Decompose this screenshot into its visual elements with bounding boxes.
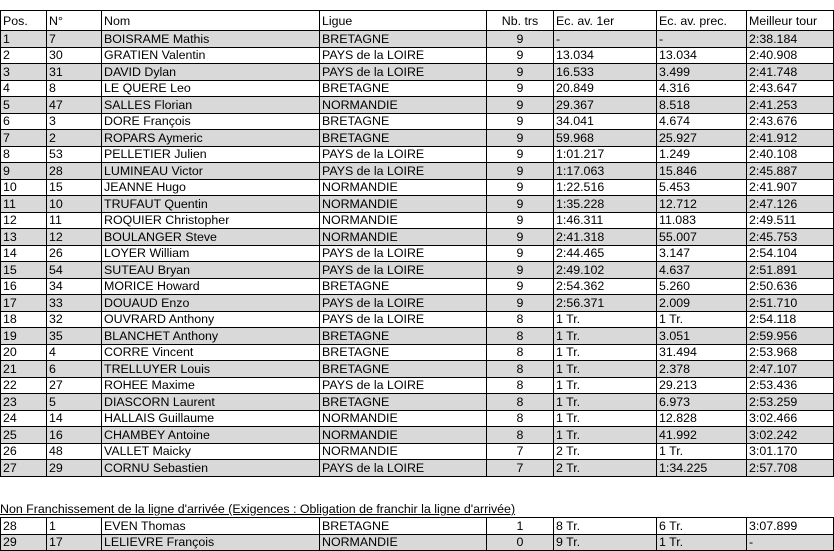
results-body bbox=[1, 31, 834, 477]
cell-laps: 9 bbox=[487, 163, 554, 180]
cell-best-lap: 3:01.170 bbox=[747, 443, 834, 460]
cell-number: 34 bbox=[47, 278, 102, 295]
cell-laps: 9 bbox=[487, 31, 554, 48]
non-finishers-table bbox=[0, 517, 834, 551]
cell-number: 26 bbox=[47, 245, 102, 262]
cell-best-lap: 3:07.899 bbox=[747, 518, 834, 535]
cell-pos: 28 bbox=[1, 518, 47, 535]
cell-laps: 8 bbox=[487, 344, 554, 361]
cell-laps: 9 bbox=[487, 229, 554, 246]
cell-pos: 3 bbox=[1, 64, 47, 81]
cell-name: HALLAIS Guillaume bbox=[102, 410, 320, 427]
cell-name: SALLES Florian bbox=[102, 97, 320, 114]
cell-best-lap: 2:50.636 bbox=[747, 278, 834, 295]
cell-league: BRETAGNE bbox=[320, 518, 487, 535]
cell-number: 54 bbox=[47, 262, 102, 279]
table-row bbox=[1, 229, 834, 246]
cell-pos: 8 bbox=[1, 146, 47, 163]
cell-number: 7 bbox=[47, 31, 102, 48]
cell-name: ROPARS Aymeric bbox=[102, 130, 320, 147]
cell-gap-prev: 1 Tr. bbox=[657, 443, 747, 460]
header-number: N° bbox=[47, 11, 102, 31]
table-row bbox=[1, 328, 834, 345]
cell-league: NORMANDIE bbox=[320, 212, 487, 229]
cell-gap-prev: 11.083 bbox=[657, 212, 747, 229]
table-row bbox=[1, 64, 834, 81]
cell-name: DAVID Dylan bbox=[102, 64, 320, 81]
cell-league: NORMANDIE bbox=[320, 179, 487, 196]
cell-gap-first: 59.968 bbox=[554, 130, 657, 147]
cell-gap-first: 1 Tr. bbox=[554, 311, 657, 328]
cell-pos: 7 bbox=[1, 130, 47, 147]
cell-league: NORMANDIE bbox=[320, 427, 487, 444]
cell-number: 35 bbox=[47, 328, 102, 345]
section-note: Non Franchissement de la ligne d'arrivée (Exigences : Obligation de franchir la ligne d'arrivée) bbox=[0, 502, 516, 516]
cell-laps: 8 bbox=[487, 361, 554, 378]
cell-number: 33 bbox=[47, 295, 102, 312]
cell-gap-prev: 4.637 bbox=[657, 262, 747, 279]
cell-number: 3 bbox=[47, 113, 102, 130]
cell-league: PAYS de la LOIRE bbox=[320, 295, 487, 312]
cell-gap-first: - bbox=[554, 31, 657, 48]
cell-gap-first: 9 Tr. bbox=[554, 534, 657, 551]
table-row bbox=[1, 460, 834, 477]
cell-number: 5 bbox=[47, 394, 102, 411]
cell-number: 14 bbox=[47, 410, 102, 427]
cell-gap-first: 1 Tr. bbox=[554, 344, 657, 361]
cell-number: 15 bbox=[47, 179, 102, 196]
table-row bbox=[1, 443, 834, 460]
table-row bbox=[1, 31, 834, 48]
cell-pos: 25 bbox=[1, 427, 47, 444]
cell-gap-prev: 5.260 bbox=[657, 278, 747, 295]
cell-best-lap: 2:41.253 bbox=[747, 97, 834, 114]
cell-pos: 23 bbox=[1, 394, 47, 411]
cell-gap-prev: 4.316 bbox=[657, 80, 747, 97]
cell-laps: 8 bbox=[487, 410, 554, 427]
table-row bbox=[1, 311, 834, 328]
cell-best-lap: 2:53.436 bbox=[747, 377, 834, 394]
cell-gap-prev: 8.518 bbox=[657, 97, 747, 114]
cell-league: PAYS de la LOIRE bbox=[320, 146, 487, 163]
cell-pos: 12 bbox=[1, 212, 47, 229]
cell-league: NORMANDIE bbox=[320, 410, 487, 427]
cell-gap-prev: 31.494 bbox=[657, 344, 747, 361]
cell-gap-prev: 55.007 bbox=[657, 229, 747, 246]
table-row bbox=[1, 344, 834, 361]
cell-league: NORMANDIE bbox=[320, 229, 487, 246]
cell-gap-first: 20.849 bbox=[554, 80, 657, 97]
cell-league: PAYS de la LOIRE bbox=[320, 163, 487, 180]
cell-pos: 17 bbox=[1, 295, 47, 312]
cell-league: BRETAGNE bbox=[320, 113, 487, 130]
cell-number: 12 bbox=[47, 229, 102, 246]
cell-number: 47 bbox=[47, 97, 102, 114]
cell-name: DORE François bbox=[102, 113, 320, 130]
cell-laps: 8 bbox=[487, 328, 554, 345]
cell-laps: 9 bbox=[487, 295, 554, 312]
cell-pos: 11 bbox=[1, 196, 47, 213]
cell-gap-first: 34.041 bbox=[554, 113, 657, 130]
cell-gap-prev: 1 Tr. bbox=[657, 534, 747, 551]
cell-laps: 1 bbox=[487, 518, 554, 535]
cell-league: BRETAGNE bbox=[320, 361, 487, 378]
cell-laps: 0 bbox=[487, 534, 554, 551]
cell-best-lap: 2:47.107 bbox=[747, 361, 834, 378]
cell-number: 4 bbox=[47, 344, 102, 361]
cell-name: OUVRARD Anthony bbox=[102, 311, 320, 328]
cell-best-lap: 2:41.748 bbox=[747, 64, 834, 81]
cell-laps: 9 bbox=[487, 212, 554, 229]
cell-pos: 18 bbox=[1, 311, 47, 328]
cell-number: 8 bbox=[47, 80, 102, 97]
cell-pos: 22 bbox=[1, 377, 47, 394]
header-league: Ligue bbox=[320, 11, 487, 31]
cell-pos: 26 bbox=[1, 443, 47, 460]
table-row bbox=[1, 534, 834, 551]
cell-league: NORMANDIE bbox=[320, 534, 487, 551]
cell-best-lap: 2:54.104 bbox=[747, 245, 834, 262]
table-row bbox=[1, 295, 834, 312]
cell-laps: 9 bbox=[487, 196, 554, 213]
table-row bbox=[1, 427, 834, 444]
cell-number: 48 bbox=[47, 443, 102, 460]
cell-gap-prev: 3.499 bbox=[657, 64, 747, 81]
cell-pos: 1 bbox=[1, 31, 47, 48]
cell-best-lap: 2:53.259 bbox=[747, 394, 834, 411]
cell-name: BOISRAME Mathis bbox=[102, 31, 320, 48]
cell-laps: 9 bbox=[487, 262, 554, 279]
cell-pos: 10 bbox=[1, 179, 47, 196]
cell-number: 32 bbox=[47, 311, 102, 328]
cell-best-lap: 2:41.907 bbox=[747, 179, 834, 196]
cell-laps: 8 bbox=[487, 311, 554, 328]
cell-league: BRETAGNE bbox=[320, 328, 487, 345]
cell-name: VALLET Maicky bbox=[102, 443, 320, 460]
header-row bbox=[1, 11, 834, 31]
cell-best-lap: 2:45.753 bbox=[747, 229, 834, 246]
cell-name: GRATIEN Valentin bbox=[102, 47, 320, 64]
cell-best-lap: 2:57.708 bbox=[747, 460, 834, 477]
cell-laps: 8 bbox=[487, 427, 554, 444]
cell-gap-first: 2 Tr. bbox=[554, 460, 657, 477]
cell-laps: 9 bbox=[487, 179, 554, 196]
cell-pos: 21 bbox=[1, 361, 47, 378]
cell-league: BRETAGNE bbox=[320, 31, 487, 48]
header-laps: Nb. trs bbox=[487, 11, 554, 31]
cell-gap-first: 13.034 bbox=[554, 47, 657, 64]
cell-league: PAYS de la LOIRE bbox=[320, 460, 487, 477]
cell-gap-prev: 12.712 bbox=[657, 196, 747, 213]
cell-gap-first: 2 Tr. bbox=[554, 443, 657, 460]
cell-gap-prev: - bbox=[657, 31, 747, 48]
cell-best-lap: 2:59.956 bbox=[747, 328, 834, 345]
cell-league: NORMANDIE bbox=[320, 97, 487, 114]
cell-name: PELLETIER Julien bbox=[102, 146, 320, 163]
cell-laps: 9 bbox=[487, 64, 554, 81]
cell-laps: 9 bbox=[487, 47, 554, 64]
table-row bbox=[1, 196, 834, 213]
cell-number: 28 bbox=[47, 163, 102, 180]
cell-pos: 19 bbox=[1, 328, 47, 345]
cell-gap-prev: 6.973 bbox=[657, 394, 747, 411]
cell-gap-first: 1 Tr. bbox=[554, 394, 657, 411]
header-gap-first: Ec. av. 1er bbox=[554, 11, 657, 31]
cell-gap-first: 2:49.102 bbox=[554, 262, 657, 279]
cell-best-lap: 2:51.891 bbox=[747, 262, 834, 279]
cell-laps: 8 bbox=[487, 394, 554, 411]
table-row bbox=[1, 518, 834, 535]
cell-league: PAYS de la LOIRE bbox=[320, 262, 487, 279]
cell-gap-first: 2:56.371 bbox=[554, 295, 657, 312]
cell-gap-first: 8 Tr. bbox=[554, 518, 657, 535]
cell-best-lap: 2:38.184 bbox=[747, 31, 834, 48]
table-row bbox=[1, 146, 834, 163]
cell-number: 29 bbox=[47, 460, 102, 477]
cell-best-lap: 2:49.511 bbox=[747, 212, 834, 229]
cell-gap-prev: 1 Tr. bbox=[657, 311, 747, 328]
cell-pos: 20 bbox=[1, 344, 47, 361]
cell-league: PAYS de la LOIRE bbox=[320, 311, 487, 328]
header-name: Nom bbox=[102, 11, 320, 31]
cell-laps: 9 bbox=[487, 278, 554, 295]
table-row bbox=[1, 80, 834, 97]
table-row bbox=[1, 130, 834, 147]
cell-laps: 9 bbox=[487, 80, 554, 97]
cell-name: LELIEVRE François bbox=[102, 534, 320, 551]
cell-pos: 4 bbox=[1, 80, 47, 97]
cell-number: 17 bbox=[47, 534, 102, 551]
cell-best-lap: 2:40.108 bbox=[747, 146, 834, 163]
cell-best-lap: 2:41.912 bbox=[747, 130, 834, 147]
cell-pos: 16 bbox=[1, 278, 47, 295]
cell-league: PAYS de la LOIRE bbox=[320, 47, 487, 64]
cell-laps: 9 bbox=[487, 113, 554, 130]
cell-gap-prev: 3.147 bbox=[657, 245, 747, 262]
cell-best-lap: 3:02.466 bbox=[747, 410, 834, 427]
table-row bbox=[1, 278, 834, 295]
cell-name: BLANCHET Anthony bbox=[102, 328, 320, 345]
cell-name: EVEN Thomas bbox=[102, 518, 320, 535]
cell-league: BRETAGNE bbox=[320, 344, 487, 361]
cell-pos: 5 bbox=[1, 97, 47, 114]
header-best-lap: Meilleur tour bbox=[747, 11, 834, 31]
cell-league: BRETAGNE bbox=[320, 394, 487, 411]
cell-gap-first: 1 Tr. bbox=[554, 361, 657, 378]
cell-laps: 7 bbox=[487, 443, 554, 460]
cell-league: PAYS de la LOIRE bbox=[320, 377, 487, 394]
table-row bbox=[1, 262, 834, 279]
cell-best-lap: 2:54.118 bbox=[747, 311, 834, 328]
cell-league: BRETAGNE bbox=[320, 80, 487, 97]
cell-name: LOYER William bbox=[102, 245, 320, 262]
table-row bbox=[1, 47, 834, 64]
cell-gap-first: 2:41.318 bbox=[554, 229, 657, 246]
cell-number: 1 bbox=[47, 518, 102, 535]
cell-name: CHAMBEY Antoine bbox=[102, 427, 320, 444]
cell-gap-first: 1:46.311 bbox=[554, 212, 657, 229]
cell-laps: 7 bbox=[487, 460, 554, 477]
cell-laps: 9 bbox=[487, 97, 554, 114]
table-row bbox=[1, 245, 834, 262]
cell-name: LUMINEAU Victor bbox=[102, 163, 320, 180]
non-finishers-body bbox=[1, 518, 834, 551]
cell-name: MORICE Howard bbox=[102, 278, 320, 295]
cell-laps: 9 bbox=[487, 130, 554, 147]
cell-name: TRUFAUT Quentin bbox=[102, 196, 320, 213]
cell-laps: 9 bbox=[487, 146, 554, 163]
cell-name: ROQUIER Christopher bbox=[102, 212, 320, 229]
cell-name: SUTEAU Bryan bbox=[102, 262, 320, 279]
cell-laps: 9 bbox=[487, 245, 554, 262]
cell-number: 31 bbox=[47, 64, 102, 81]
cell-number: 53 bbox=[47, 146, 102, 163]
table-row bbox=[1, 410, 834, 427]
cell-pos: 24 bbox=[1, 410, 47, 427]
cell-best-lap: 2:43.647 bbox=[747, 80, 834, 97]
cell-gap-first: 1 Tr. bbox=[554, 427, 657, 444]
table-row bbox=[1, 179, 834, 196]
cell-gap-prev: 12.828 bbox=[657, 410, 747, 427]
cell-name: LE QUERE Leo bbox=[102, 80, 320, 97]
cell-gap-prev: 1:34.225 bbox=[657, 460, 747, 477]
cell-name: ROHEE Maxime bbox=[102, 377, 320, 394]
results-table bbox=[0, 10, 834, 477]
cell-gap-first: 1 Tr. bbox=[554, 328, 657, 345]
cell-pos: 6 bbox=[1, 113, 47, 130]
cell-gap-prev: 1.249 bbox=[657, 146, 747, 163]
cell-gap-first: 1:22.516 bbox=[554, 179, 657, 196]
cell-league: NORMANDIE bbox=[320, 196, 487, 213]
cell-number: 16 bbox=[47, 427, 102, 444]
header-gap-prev: Ec. av. prec. bbox=[657, 11, 747, 31]
cell-number: 11 bbox=[47, 212, 102, 229]
cell-gap-prev: 29.213 bbox=[657, 377, 747, 394]
cell-pos: 15 bbox=[1, 262, 47, 279]
cell-name: JEANNE Hugo bbox=[102, 179, 320, 196]
cell-number: 30 bbox=[47, 47, 102, 64]
cell-best-lap: 2:43.676 bbox=[747, 113, 834, 130]
table-row bbox=[1, 361, 834, 378]
cell-gap-first: 1 Tr. bbox=[554, 410, 657, 427]
cell-league: PAYS de la LOIRE bbox=[320, 64, 487, 81]
cell-gap-prev: 6 Tr. bbox=[657, 518, 747, 535]
cell-name: DOUAUD Enzo bbox=[102, 295, 320, 312]
cell-number: 2 bbox=[47, 130, 102, 147]
cell-name: TRELLUYER Louis bbox=[102, 361, 320, 378]
cell-best-lap: 2:51.710 bbox=[747, 295, 834, 312]
cell-pos: 13 bbox=[1, 229, 47, 246]
cell-pos: 9 bbox=[1, 163, 47, 180]
cell-best-lap: 2:53.968 bbox=[747, 344, 834, 361]
table-row bbox=[1, 212, 834, 229]
cell-best-lap: 2:45.887 bbox=[747, 163, 834, 180]
cell-gap-prev: 4.674 bbox=[657, 113, 747, 130]
cell-league: BRETAGNE bbox=[320, 278, 487, 295]
cell-gap-first: 29.367 bbox=[554, 97, 657, 114]
cell-gap-first: 1:01.217 bbox=[554, 146, 657, 163]
cell-gap-prev: 41.992 bbox=[657, 427, 747, 444]
cell-gap-first: 2:44.465 bbox=[554, 245, 657, 262]
cell-best-lap: - bbox=[747, 534, 834, 551]
table-row bbox=[1, 394, 834, 411]
cell-league: PAYS de la LOIRE bbox=[320, 245, 487, 262]
cell-number: 6 bbox=[47, 361, 102, 378]
cell-gap-prev: 3.051 bbox=[657, 328, 747, 345]
cell-gap-first: 2:54.362 bbox=[554, 278, 657, 295]
cell-best-lap: 3:02.242 bbox=[747, 427, 834, 444]
cell-best-lap: 2:47.126 bbox=[747, 196, 834, 213]
cell-league: BRETAGNE bbox=[320, 130, 487, 147]
cell-gap-first: 1:17.063 bbox=[554, 163, 657, 180]
table-row bbox=[1, 113, 834, 130]
cell-gap-first: 1:35.228 bbox=[554, 196, 657, 213]
cell-gap-prev: 15.846 bbox=[657, 163, 747, 180]
cell-pos: 2 bbox=[1, 47, 47, 64]
table-row bbox=[1, 163, 834, 180]
header-pos: Pos. bbox=[1, 11, 47, 31]
cell-league: NORMANDIE bbox=[320, 443, 487, 460]
cell-gap-prev: 13.034 bbox=[657, 47, 747, 64]
cell-name: CORNU Sebastien bbox=[102, 460, 320, 477]
cell-number: 27 bbox=[47, 377, 102, 394]
cell-name: CORRE Vincent bbox=[102, 344, 320, 361]
table-row bbox=[1, 377, 834, 394]
cell-gap-prev: 2.378 bbox=[657, 361, 747, 378]
cell-name: DIASCORN Laurent bbox=[102, 394, 320, 411]
cell-pos: 29 bbox=[1, 534, 47, 551]
cell-gap-prev: 2.009 bbox=[657, 295, 747, 312]
cell-gap-first: 16.533 bbox=[554, 64, 657, 81]
cell-gap-prev: 25.927 bbox=[657, 130, 747, 147]
cell-number: 10 bbox=[47, 196, 102, 213]
cell-pos: 14 bbox=[1, 245, 47, 262]
cell-laps: 8 bbox=[487, 377, 554, 394]
cell-pos: 27 bbox=[1, 460, 47, 477]
table-row bbox=[1, 97, 834, 114]
cell-gap-prev: 5.453 bbox=[657, 179, 747, 196]
cell-gap-first: 1 Tr. bbox=[554, 377, 657, 394]
cell-best-lap: 2:40.908 bbox=[747, 47, 834, 64]
cell-name: BOULANGER Steve bbox=[102, 229, 320, 246]
